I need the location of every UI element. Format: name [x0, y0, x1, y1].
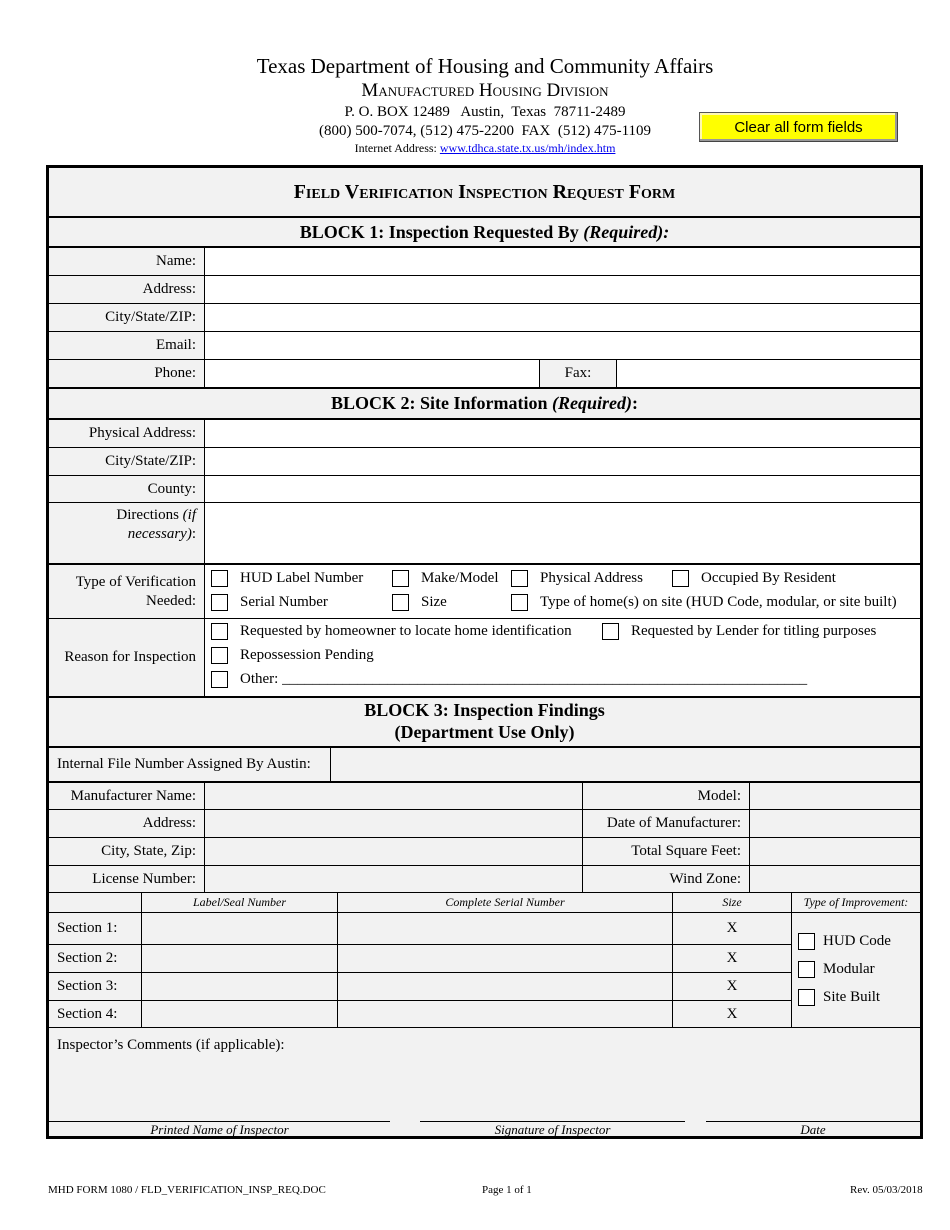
site-city-state-zip-label: City/State/ZIP:	[49, 448, 204, 475]
serial-number-input[interactable]	[337, 973, 672, 1000]
checkbox[interactable]	[798, 933, 815, 950]
division-name: Manufactured Housing Division	[361, 80, 609, 102]
checkbox[interactable]	[211, 647, 228, 664]
county-row	[49, 475, 920, 502]
inspection-request-form	[46, 165, 923, 1139]
email-row	[49, 331, 920, 359]
reason-row	[49, 618, 920, 696]
label-seal-input[interactable]	[141, 973, 337, 1000]
checkbox[interactable]	[211, 594, 228, 611]
verification-row	[49, 563, 920, 618]
manufacturer-name-input[interactable]	[204, 783, 582, 809]
wind-zone-label: Wind Zone:	[582, 866, 749, 892]
block2-header	[49, 387, 920, 418]
checkbox[interactable]	[392, 570, 409, 587]
size-header: Size	[672, 893, 791, 912]
directions-row	[49, 502, 920, 563]
manufacturer-city-input[interactable]	[204, 838, 582, 865]
phone-row	[49, 359, 920, 387]
block2-title: BLOCK 2: Site Information (Required):	[330, 393, 638, 413]
name-label: Name:	[49, 248, 204, 275]
wind-zone-input[interactable]	[749, 866, 920, 892]
date-of-manufacture-input[interactable]	[749, 810, 920, 837]
checkbox[interactable]	[798, 961, 815, 978]
directions-label: Directions (if necessary):	[49, 503, 204, 563]
verify-hud-label-option[interactable]: HUD Label Number	[211, 570, 363, 587]
manufacturer-city-row	[49, 837, 920, 865]
size-input[interactable]: X	[672, 912, 791, 944]
serial-number-input[interactable]	[337, 945, 672, 972]
internet-address	[0, 142, 950, 156]
directions-input[interactable]	[204, 503, 920, 563]
email-input[interactable]	[204, 332, 920, 359]
checkbox[interactable]	[392, 594, 409, 611]
checkbox[interactable]	[672, 570, 689, 587]
verify-type-of-home-option[interactable]: Type of home(s) on site (HUD Code, modular, or site built)	[511, 594, 897, 611]
reason-label: Reason for Inspection	[49, 619, 204, 696]
verification-label: Type of Verification Needed:	[49, 565, 204, 618]
verify-occupied-option[interactable]: Occupied By Resident	[672, 570, 836, 587]
label-seal-header: Label/Seal Number	[141, 893, 337, 912]
block1-title: BLOCK 1: Inspection Requested By (Required):	[299, 221, 670, 242]
form-id: MHD FORM 1080 / FLD_VERIFICATION_INSP_REQ.DOC	[48, 1184, 326, 1196]
license-number-label: License Number:	[92, 870, 196, 887]
phone-label: Phone:	[49, 360, 204, 387]
verification-options	[204, 565, 920, 618]
city-state-zip-input[interactable]	[204, 304, 920, 331]
reason-options	[204, 619, 920, 696]
checkbox[interactable]	[211, 570, 228, 587]
checkbox[interactable]	[511, 594, 528, 611]
internal-file-label: Internal File Number Assigned By Austin:	[49, 748, 330, 781]
date-of-manufacture-label: Date of Manufacturer:	[582, 810, 749, 837]
checkbox[interactable]	[211, 671, 228, 688]
size-input[interactable]: X	[672, 973, 791, 1000]
comments-area[interactable]	[49, 1027, 920, 1136]
improvement-modular-option[interactable]: Modular	[798, 961, 875, 978]
email-label: Email:	[49, 332, 204, 359]
manufacturer-name-label: Manufacturer Name:	[70, 787, 196, 804]
department-name: Texas Department of Housing and Community Affairs	[256, 54, 714, 78]
sections-header-row	[49, 892, 920, 912]
form-title-bar	[49, 168, 920, 216]
date-caption: Date	[800, 1122, 826, 1137]
internet-label: Internet Address:	[354, 141, 437, 156]
reason-repossession-option[interactable]: Repossession Pending	[211, 647, 374, 664]
section-label: Section 4:	[57, 1005, 118, 1022]
label-seal-input[interactable]	[141, 945, 337, 972]
site-city-state-zip-input[interactable]	[204, 448, 920, 475]
section-row	[49, 972, 791, 1000]
internal-file-row	[49, 746, 920, 781]
physical-address-label: Physical Address:	[49, 420, 204, 447]
improvement-site-built-option[interactable]: Site Built	[798, 989, 880, 1006]
address-row	[49, 275, 920, 303]
section-label: Section 2:	[57, 950, 118, 966]
manufacturer-address-row	[49, 809, 920, 837]
type-of-improvement-header: Type of Improvement:	[791, 893, 920, 912]
phone-input[interactable]	[204, 360, 539, 387]
name-input[interactable]	[204, 248, 920, 275]
model-input[interactable]	[749, 783, 920, 809]
total-square-feet-input[interactable]	[749, 838, 920, 865]
reason-homeowner-option[interactable]: Requested by homeowner to locate home identification	[211, 623, 572, 640]
county-input[interactable]	[204, 476, 920, 502]
physical-address-row	[49, 418, 920, 447]
fax-label: Fax:	[539, 360, 616, 387]
total-square-feet-label: Total Square Feet:	[582, 838, 749, 865]
section-row	[49, 912, 791, 944]
website-link[interactable]: www.tdhca.state.tx.us/mh/index.htm	[439, 141, 616, 156]
fax-input[interactable]	[616, 360, 920, 387]
site-city-state-zip-row	[49, 447, 920, 475]
license-row	[49, 865, 920, 892]
serial-number-input[interactable]	[337, 1001, 672, 1027]
verify-size-option[interactable]: Size	[392, 594, 447, 611]
serial-number-header: Complete Serial Number	[337, 893, 672, 912]
block3-header	[49, 696, 920, 746]
improvement-hud-code-option[interactable]: HUD Code	[798, 933, 891, 950]
page-number: Page 1 of 1	[482, 1184, 532, 1196]
checkbox[interactable]	[511, 570, 528, 587]
printed-name-caption: Printed Name of Inspector	[150, 1122, 289, 1137]
revision-date: Rev. 05/03/2018	[850, 1184, 923, 1196]
address-label: Address:	[49, 276, 204, 303]
improvement-type-options	[791, 913, 920, 1027]
verify-make-model-option[interactable]: Make/Model	[392, 570, 498, 587]
size-input[interactable]: X	[672, 1001, 791, 1027]
blank-header	[49, 893, 141, 912]
signature-caption: Signature of Inspector	[494, 1122, 611, 1137]
block1-header	[49, 216, 920, 246]
size-input[interactable]: X	[672, 945, 791, 972]
serial-number-input[interactable]	[337, 912, 672, 944]
reason-lender-option[interactable]: Requested by Lender for titling purposes	[602, 623, 876, 640]
clear-form-button[interactable]: Clear all form fields	[699, 112, 898, 142]
section-row	[49, 944, 791, 972]
section-row	[49, 1000, 791, 1027]
name-row	[49, 246, 920, 275]
manufacturer-address-input[interactable]	[204, 810, 582, 837]
reason-other-option[interactable]: Other: ______________________________________________________________________	[211, 671, 807, 688]
block3-title: BLOCK 3: Inspection Findings	[364, 700, 605, 721]
internal-file-input[interactable]	[330, 748, 920, 781]
checkbox[interactable]	[602, 623, 619, 640]
form-title: Field Verification Inspection Request Form	[293, 180, 676, 203]
physical-address-input[interactable]	[204, 420, 920, 447]
address-input[interactable]	[204, 276, 920, 303]
label-seal-input[interactable]	[141, 1001, 337, 1027]
section-label: Section 3:	[57, 978, 118, 994]
mailing-address: P. O. BOX 12489 Austin, Texas 78711-2489	[344, 103, 626, 120]
verify-physical-address-option[interactable]: Physical Address	[511, 570, 643, 587]
phone-fax: (800) 500-7074, (512) 475-2200 FAX (512) 475-1109	[318, 123, 652, 140]
model-label: Model:	[582, 783, 749, 809]
county-label: County:	[49, 476, 204, 502]
label-seal-input[interactable]	[141, 912, 337, 944]
comments-label: Inspector’s Comments (if applicable):	[57, 1037, 285, 1053]
manufacturer-city-label: City, State, Zip:	[101, 843, 196, 859]
section-label: Section 1:	[57, 919, 118, 936]
verify-serial-number-option[interactable]: Serial Number	[211, 594, 328, 611]
city-state-zip-label: City/State/ZIP:	[49, 304, 204, 331]
manufacturer-address-label: Address:	[142, 815, 196, 831]
checkbox[interactable]	[798, 989, 815, 1006]
block3-subtitle: (Department Use Only)	[394, 722, 575, 742]
city-state-zip-row	[49, 303, 920, 331]
license-number-input[interactable]	[204, 866, 582, 892]
manufacturer-row	[49, 781, 920, 809]
checkbox[interactable]	[211, 623, 228, 640]
